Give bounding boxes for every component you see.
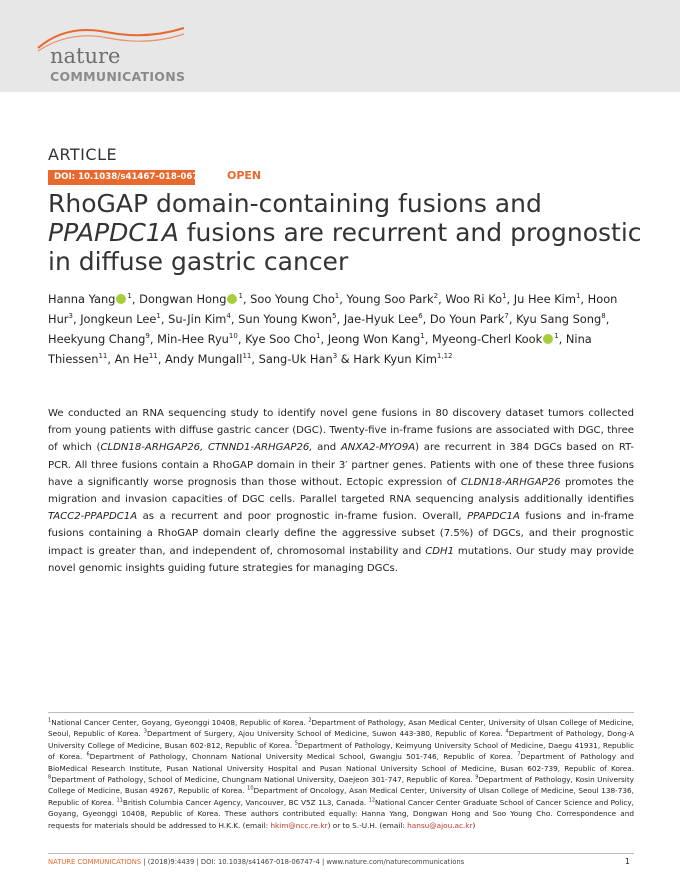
author[interactable] <box>259 352 338 366</box>
affiliation-number: 5 <box>294 740 298 747</box>
abstract-text: fusions and in-frame fusions containing a RhoGAP domain clearly define the aggressive subset (7.5%) of DGCs, and their prognostic impact is greater than, and independent of, chromosomal instability and <box>48 511 634 557</box>
author-name: Min-Hee Ryu <box>157 332 229 346</box>
abstract-gene: CLDN18-ARHGAP26, CTNND1-ARHGAP26, <box>100 442 313 454</box>
title-gene: PPAPDC1A <box>48 218 179 247</box>
author[interactable] <box>250 292 339 306</box>
article-title <box>48 189 648 276</box>
author[interactable] <box>80 312 161 326</box>
author[interactable] <box>115 352 158 366</box>
correspondence-note: ) or to S.-U.H. (email: <box>327 820 408 830</box>
orcid-icon[interactable] <box>543 334 553 344</box>
affiliation-text: Department of Surgery, Ajou University School of Medicine, Suwon 443-380, Republic of Korea. <box>146 729 506 739</box>
affiliation-number: 2 <box>308 717 312 724</box>
abstract-text: as a recurrent and poor prognostic in-frame fusion. Overall, <box>137 511 468 523</box>
footer-journal: NATURE COMMUNICATIONS <box>48 858 142 866</box>
author[interactable] <box>347 292 439 306</box>
logo-communications-text: COMMUNICATIONS <box>50 69 186 84</box>
author[interactable] <box>516 312 606 326</box>
author[interactable] <box>245 332 320 346</box>
logo-nature-text: nature <box>50 44 121 68</box>
author-affiliation-number: 1 <box>238 292 243 301</box>
author-name: Hanna Yang <box>48 292 116 306</box>
author-affiliation-number: 1 <box>156 312 161 321</box>
author-affiliation-number: 8 <box>601 312 606 321</box>
author-affiliation-number: 3 <box>68 312 73 321</box>
footer-citation: | (2018)9:4439 | DOI: 10.1038/s41467-018-06747-4 | www.nature.com/naturecommunications <box>141 858 465 866</box>
title-part2: fusions are recurrent and prognostic in diffuse gastric cancer <box>48 218 642 276</box>
author-name: An He <box>114 352 149 366</box>
orcid-icon[interactable] <box>116 294 126 304</box>
author-affiliation-number: 9 <box>145 332 150 341</box>
author-affiliation-number: 2 <box>433 292 439 301</box>
affiliation-text: Department of Pathology, Chonnam National University Medical School, Gwangju 501-746, Republic of Korea. <box>89 752 518 762</box>
affiliation-text: Department of Pathology, Keimyung University School of Medicine, Daegu 41931, Republic of Korea. <box>48 740 635 762</box>
author-affiliation-number: 5 <box>332 312 337 321</box>
author[interactable] <box>514 292 581 306</box>
author-affiliation-number: 6 <box>418 312 423 321</box>
author-affiliation-number: 1 <box>575 292 581 301</box>
correspondence-note: These authors contributed equally: Hanna Yang, Dongwan Hong and Soo Young Cho. Correspondence and requests for materials should be addressed to H.K.K. (email: <box>48 809 634 830</box>
author-name: Dongwan Hong <box>139 292 227 306</box>
affiliations-block <box>48 717 634 831</box>
abstract-text: We conducted an RNA sequencing study to identify novel gene fusions in 80 discovery dataset tumors collected from young patients with diffuse gastric cancer (DGC). Twenty-five in-frame fusions are associated with DGC, three of which ( <box>48 408 634 454</box>
affiliation-text: Department of Pathology, Dong-A University College of Medicine, Busan 602-812, Republic of Korea. <box>48 729 634 750</box>
author-name: Soo Young Cho <box>250 292 335 306</box>
open-access-badge: OPEN <box>227 169 262 182</box>
abstract-text: and <box>312 442 341 454</box>
author-affiliation-number: 1 <box>420 332 425 341</box>
author-name: Andy Mungall <box>165 352 243 366</box>
abstract-text: promotes the migration and invasion capacities of DGC cells. Parallel targeted RNA sequencing analysis additionally identifies <box>48 476 634 506</box>
author[interactable] <box>353 352 452 366</box>
affiliation-number: 10 <box>247 786 254 793</box>
author-name: Sang-Uk Han <box>258 352 333 366</box>
author-affiliation-number: 1 <box>502 292 507 301</box>
author-affiliation-number: 11 <box>242 352 252 361</box>
author-name: Sun Young Kwon <box>238 312 333 326</box>
author-affiliation-number: 11 <box>98 352 108 361</box>
affiliation-text: Department of Pathology, Kosin University College of Medicine, Busan 49267, Republic of Korea. <box>48 775 634 796</box>
author-affiliation-number: 1 <box>554 332 559 341</box>
author-list: Hanna Yang $^1$, Dongwan Hong $^1$, Soo Young Cho$^1$, Young Soo Park$^2$, Woo Ri Ko$^1$, Ju Hee Kim$^1$, Hoon Hur$^3$, Jongkeun Lee$^1$, Su-Jin Kim$^4$, Sun Young Kwon$^5$, Jae-Hyuk Lee$^6$, Do Youn Park$^7$, Kyu Sang Song$^8$, Heekyung Chang$^9$, Min-Hee Ryu$^{10}$, Kye Soo Cho$^1$, Jeong Won Kang$^1$, Myeong-Cherl Kook $^1$, Nina Thiessen$^{11}$, An He$^{11}$, Andy Mungall$^{11}$, Sang-Uk Han$^3$ & Hark Kyun Kim$^{1,12}$ <box>48 292 618 366</box>
abstract-gene: TACC2-PPAPDC1A <box>48 511 138 523</box>
author-affiliation-number: 10 <box>228 332 238 341</box>
journal-logo[interactable] <box>36 22 206 84</box>
author-affiliation-number: 1,12 <box>436 352 453 361</box>
correspondence-note: ) <box>472 820 476 830</box>
author[interactable] <box>165 352 251 366</box>
title-part1: RhoGAP domain-containing fusions and <box>48 189 542 218</box>
author[interactable] <box>139 292 243 306</box>
author-name: Woo Ri Ko <box>445 292 503 306</box>
abstract-gene: CLDN18-ARHGAP26 <box>460 476 561 488</box>
affiliation-text: National Cancer Center Graduate School of Cancer Science and Policy, Goyang, Gyeonggi 10408, Republic of Korea. <box>48 797 634 819</box>
author[interactable] <box>238 312 336 326</box>
affiliation-text: British Columbia Cancer Agency, Vancouver, BC V5Z 1L3, Canada. <box>122 797 369 807</box>
author[interactable] <box>157 332 238 346</box>
author[interactable] <box>48 292 132 306</box>
author-name: Young Soo Park <box>346 292 434 306</box>
affiliation-text: Department of Pathology, School of Medicine, Chungnam National University, Daejeon 301-747, Republic of Korea. <box>51 775 476 785</box>
author-affiliation-number: 3 <box>332 352 338 361</box>
abstract-gene: ANXA2-MYO9A <box>340 442 416 454</box>
affiliation-number: 12 <box>368 797 376 804</box>
abstract-text: ) are recurrent in 384 DGCs based on RT-PCR. All three fusions contain a RhoGAP domain in their 3′ partner genes. Patients with one of these three fusions have a significantly worse prognosis than those without. Ectopic expression of <box>48 442 634 488</box>
abstract <box>48 405 634 577</box>
author-name: Myeong-Cherl Kook <box>431 332 543 346</box>
author-name: Kyu Sang Song <box>516 312 602 326</box>
affiliation-number: 6 <box>86 751 90 758</box>
author-name: Ju Hee Kim <box>513 292 576 306</box>
abstract-gene: PPAPDC1A <box>467 511 520 523</box>
author-name: Do Youn Park <box>429 312 505 326</box>
affiliation-text: Department of Pathology and BioMedical Research Institute, Pusan National University Hospital and Pusan National University School of Medicine, Busan 602-739, Republic of Korea. <box>48 752 634 773</box>
affiliation-number: 9 <box>475 774 479 781</box>
email-link[interactable]: hkim@ncc.re.kr <box>270 820 328 830</box>
author-name: Hark Kyun Kim <box>353 352 437 366</box>
affiliation-number: 7 <box>517 751 521 758</box>
abstract-gene: CDH1 <box>425 545 455 557</box>
author-affiliation-number: 4 <box>226 312 231 321</box>
page-footer <box>48 858 634 866</box>
author-name: Jongkeun Lee <box>80 312 157 326</box>
author-name: Jeong Won Kang <box>327 332 421 346</box>
affiliation-number: 8 <box>48 774 52 781</box>
email-link[interactable]: hansu@ajou.ac.kr <box>407 820 473 830</box>
author[interactable] <box>344 312 423 326</box>
author-name: Hoon Hur <box>48 292 618 326</box>
doi-badge[interactable]: DOI: 10.1038/s41467-018-06747-4 <box>48 170 195 185</box>
author-affiliation-number: 11 <box>148 352 158 361</box>
author-name: Su-Jin Kim <box>168 312 227 326</box>
author-name: Heekyung Chang <box>48 332 146 346</box>
affiliation-number: 4 <box>505 728 509 735</box>
author[interactable] <box>168 312 231 326</box>
author-affiliation-number: 1 <box>316 332 321 341</box>
affiliation-text: Department of Pathology, Asan Medical Center, University of Ulsan College of Medicine, Seoul, Republic of Korea. <box>48 718 635 739</box>
affiliation-number: 1 <box>48 717 52 724</box>
article-type-label: ARTICLE <box>48 145 118 164</box>
author[interactable] <box>430 312 509 326</box>
author-affiliation-number: 7 <box>504 312 509 321</box>
footer-divider <box>48 853 634 854</box>
affiliation-text: National Cancer Center, Goyang, Gyeonggi 10408, Republic of Korea. <box>51 718 309 727</box>
abstract-text: mutations. Our study may provide novel genomic insights guiding future strategies for managing DGCs. <box>48 545 634 574</box>
affiliation-number: 3 <box>143 728 147 735</box>
affiliation-text: Department of Oncology, Asan Medical Center, University of Ulsan College of Medicine, Seoul 138-736, Republic of Korea. <box>48 786 635 807</box>
orcid-icon[interactable] <box>227 294 237 304</box>
author-name: Kye Soo Cho <box>245 332 317 346</box>
page-number: 1 <box>624 857 630 866</box>
author-affiliation-number: 1 <box>334 292 340 301</box>
affiliation-number: 11 <box>116 797 123 804</box>
author[interactable] <box>432 332 559 346</box>
author[interactable] <box>445 292 506 306</box>
author-name: Jae-Hyuk Lee <box>343 312 419 326</box>
author-affiliation-number: 1 <box>127 292 132 301</box>
author-name: Nina Thiessen <box>48 332 592 366</box>
author[interactable] <box>48 332 150 346</box>
journal-header-band <box>0 0 680 92</box>
author[interactable] <box>328 332 425 346</box>
affiliation-divider <box>48 712 634 713</box>
